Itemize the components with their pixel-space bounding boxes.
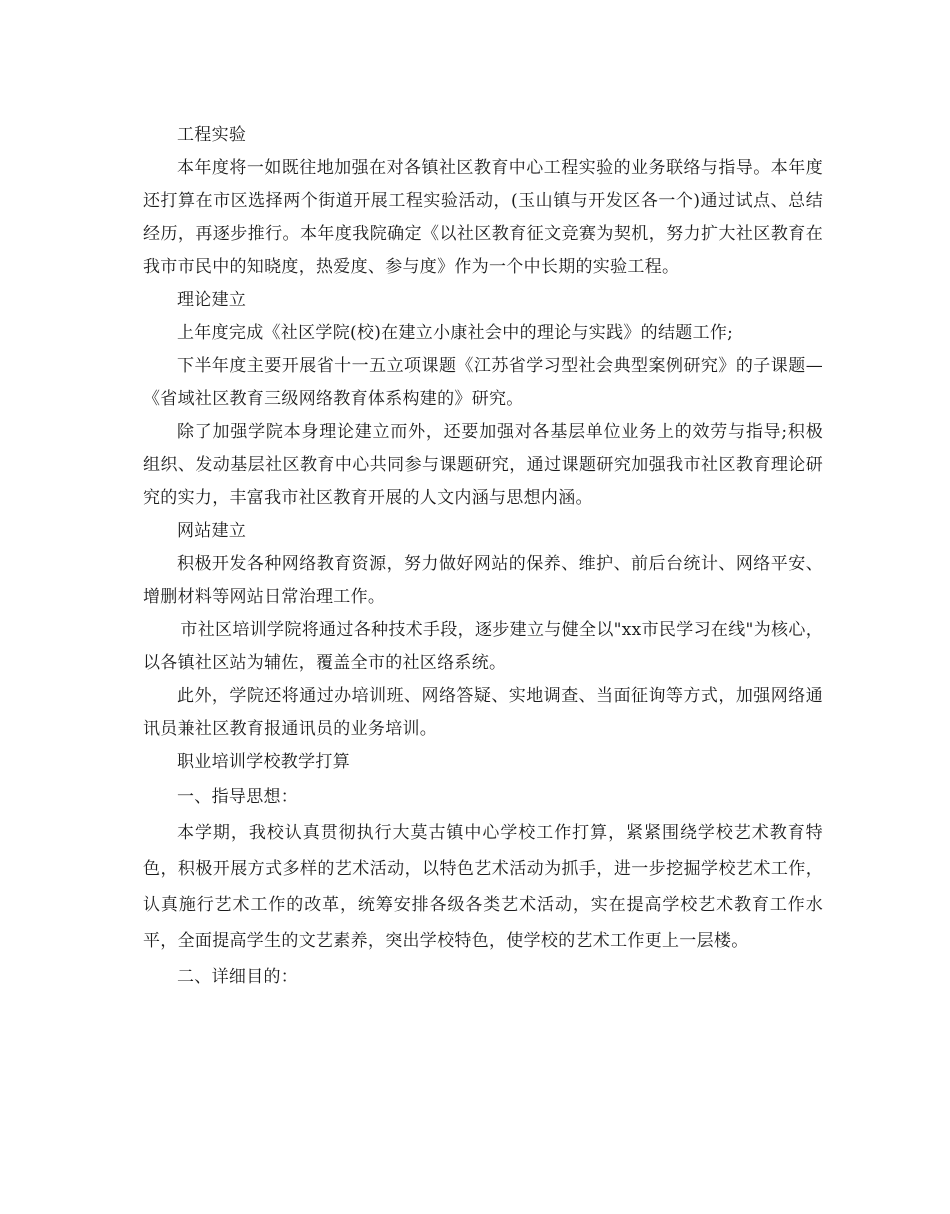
paragraph-theory-guidance: 除了加强学院本身理论建立而外，还要加强对各基层单位业务上的效劳与指导;积极组织、发动基层社区教育中心共同参与课题研究，通过课题研究加强我市社区教育理论研究的实力，丰富我市社区教育开展的人文内涵与思想内涵。 (143, 422, 823, 508)
section-heading-detailed-goals: 二、详细目的： (177, 967, 299, 987)
section-heading-theory: 理论建立 (177, 290, 247, 310)
paragraph-website-training: 此外，学院还将通过办培训班、网络答疑、实地调查、当面征询等方式，加强网络通讯员兼社区教育报通讯员的业务培训。 (143, 686, 823, 739)
paragraph-project-experiment: 本年度将一如既往地加强在对各镇社区教育中心工程实验的业务联络与指导。本年度还打算在市区选择两个街道开展工程实验活动，(玉山镇与开发区各一个)通过试点、总结经历，再逐步推行。本年度我院确定《以社区教育征文竞赛为契机，努力扩大社区教育在我市市民中的知晓度，热爱度、参与度》作为一个中长期的实验工程。 (143, 158, 823, 277)
section-heading-guiding-ideology: 一、指导思想： (177, 787, 299, 807)
section-heading-project-experiment: 工程实验 (177, 125, 247, 145)
section-heading-website: 网站建立 (177, 521, 247, 541)
document-body (143, 119, 823, 995)
paragraph-theory-completion: 上年度完成《社区学院(校)在建立小康社会中的理论与实践》的结题工作; (177, 323, 734, 343)
paragraph-website-resources: 积极开发各种网络教育资源，努力做好网站的保养、维护、前后台统计、网络平安、增删材料等网站日常治理工作。 (143, 554, 823, 607)
section-heading-vocational-plan: 职业培训学校教学打算 (177, 752, 350, 772)
paragraph-website-system: 市社区培训学院将通过各种技术手段，逐步建立与健全以"xx市民学习在线"为核心，以各镇社区站为辅佐，覆盖全市的社区络系统。 (143, 620, 823, 673)
paragraph-theory-research: 下半年度主要开展省十一五立项课题《江苏省学习型社会典型案例研究》的子课题—《省域社区教育三级网络教育体系构建的》研究。 (143, 356, 823, 409)
paragraph-guiding-ideology: 本学期，我校认真贯彻执行大莫古镇中心学校工作打算，紧紧围绕学校艺术教育特色，积极开展方式多样的艺术活动，以特色艺术活动为抓手，进一步挖掘学校艺术工作，认真施行艺术工作的改革，统筹安排各级各类艺术活动，实在提高学校艺术教育工作水平，全面提高学生的文艺素养，突出学校特色，使学校的艺术工作更上一层楼。 (143, 823, 823, 951)
